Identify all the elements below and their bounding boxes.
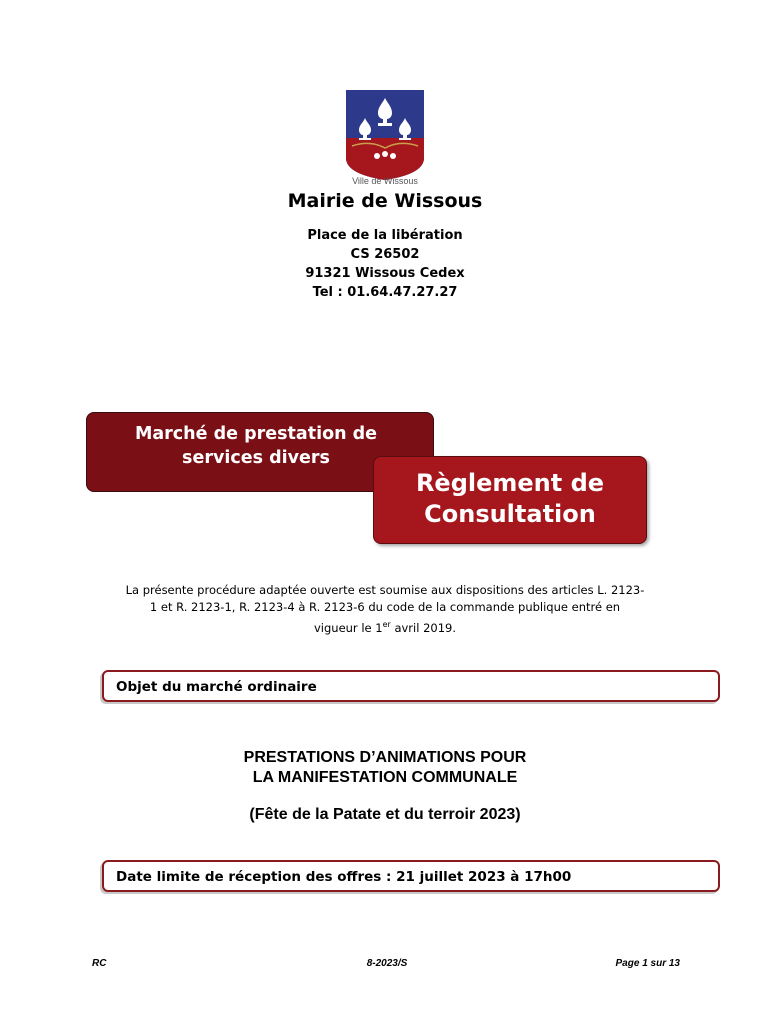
- footer-center: 8-2023/S: [366, 958, 408, 969]
- market-type-line1: Marché de prestation de: [134, 424, 378, 444]
- objet-heading: [0, 748, 770, 788]
- mairie-title: Mairie de Wissous: [287, 190, 483, 212]
- intro-line-3-start: vigueur le 1: [313, 620, 383, 635]
- document-type-line2: Consultation: [424, 500, 596, 528]
- objet-heading-line2: LA MANIFESTATION COMMUNALE: [252, 769, 518, 786]
- address-line-street: Place de la libération: [307, 228, 463, 243]
- market-type-line2: services divers: [182, 448, 330, 468]
- wissous-coat-of-arms-logo: [340, 88, 430, 188]
- intro-line-3: [80, 616, 690, 637]
- document-type-line1: Règlement de: [415, 469, 605, 497]
- deadline-label: Date limite de réception des offres : 21 juillet 2023 à 17h00: [116, 869, 572, 885]
- address-line-phone: Tel : 01.64.47.27.27: [312, 285, 458, 300]
- document-type-text: [373, 468, 647, 530]
- footer-page-number: Page 1 sur 13: [615, 958, 680, 969]
- address-line-cs: CS 26502: [350, 247, 420, 262]
- intro-line-2: 1 et R. 2123-1, R. 2123-4 à R. 2123-6 du code de la commande publique entré en: [149, 600, 621, 614]
- intro-superscript: er: [382, 620, 391, 629]
- objet-label: Objet du marché ordinaire: [116, 679, 317, 695]
- objet-subtitle: (Fête de la Patate et du terroir 2023): [249, 806, 521, 823]
- objet-heading-line1: PRESTATIONS D’ANIMATIONS POUR: [243, 749, 527, 766]
- address-block: [0, 226, 770, 302]
- procedure-intro: [80, 582, 690, 637]
- footer-left: RC: [92, 958, 107, 969]
- intro-line-1: La présente procédure adaptée ouverte est soumise aux dispositions des articles L. 2123-: [125, 583, 645, 597]
- address-line-city: 91321 Wissous Cedex: [305, 266, 465, 281]
- intro-line-3-end: avril 2019.: [390, 620, 457, 635]
- logo-caption: Ville de Wissous: [352, 176, 418, 186]
